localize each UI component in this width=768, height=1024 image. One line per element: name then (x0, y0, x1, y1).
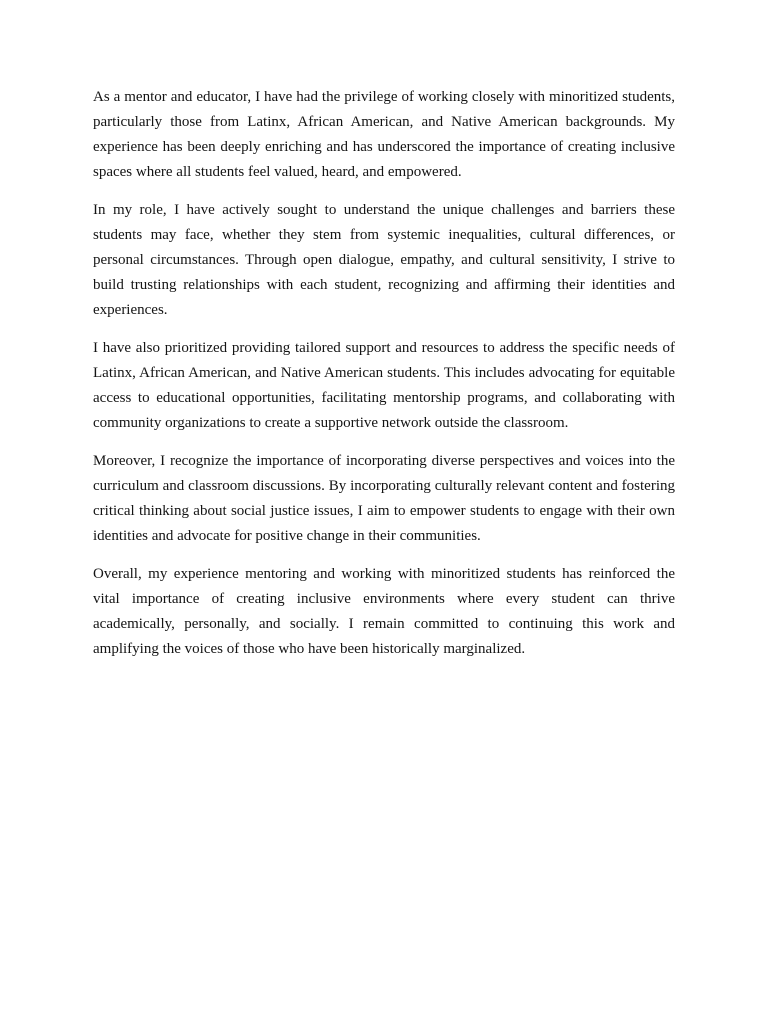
paragraph-2: In my role, I have actively sought to understand the unique challenges and barriers these students may face, whether they stem from systemic inequalities, cultural differences, or personal circumstances. Through open dialogue, empathy, and cultural sensitivity, I strive to build trusting relationships with each student, recognizing and affirming their identities and experiences. (93, 202, 675, 318)
document-body (93, 85, 675, 675)
paragraph-4: Moreover, I recognize the importance of incorporating diverse perspectives and voices into the curriculum and classroom discussions. By incorporating culturally relevant content and fostering critical thinking about social justice issues, I aim to empower students to engage with their own identities and advocate for positive change in their communities. (93, 453, 675, 544)
paragraph-3: I have also prioritized providing tailored support and resources to address the specific needs of Latinx, African American, and Native American students. This includes advocating for equitable access to educational opportunities, facilitating mentorship programs, and collaborating with community organizations to create a supportive network outside the classroom. (93, 340, 675, 431)
paragraph-1: As a mentor and educator, I have had the privilege of working closely with minoritized students, particularly those from Latinx, African American, and Native American backgrounds. My experience has been deeply enriching and has underscored the importance of creating inclusive spaces where all students feel valued, heard, and empowered. (93, 89, 675, 180)
paragraph-5: Overall, my experience mentoring and working with minoritized students has reinforced the vital importance of creating inclusive environments where every student can thrive academically, personally, and socially. I remain committed to continuing this work and amplifying the voices of those who have been historically marginalized. (93, 566, 675, 657)
